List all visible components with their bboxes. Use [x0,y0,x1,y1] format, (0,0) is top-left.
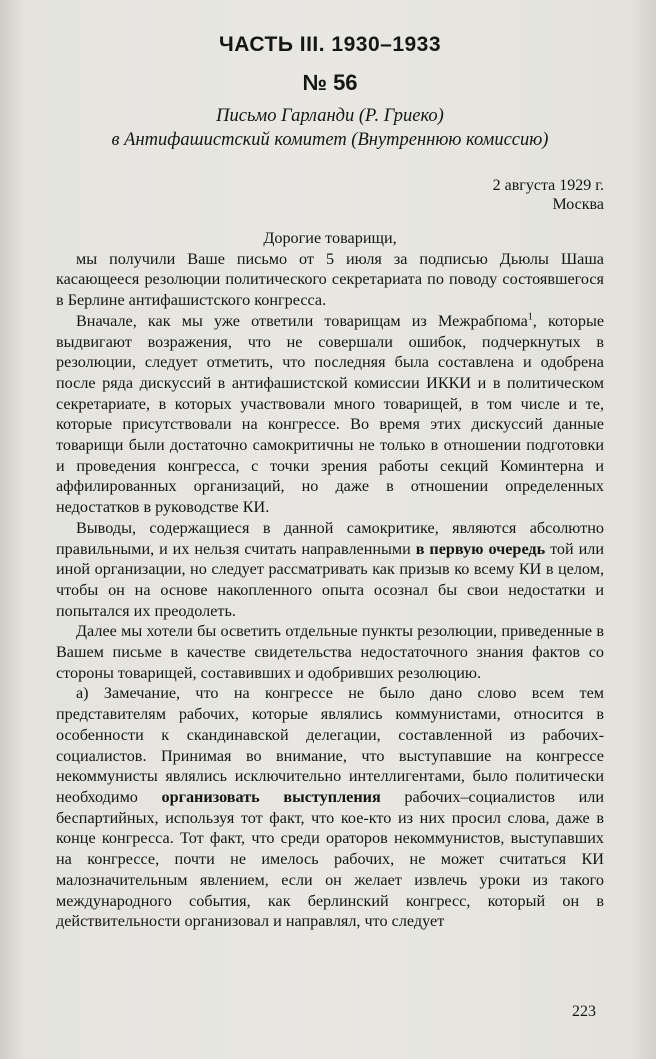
paragraph-1: мы получили Ваше письмо от 5 июля за подписью Дьюлы Шаша касающееся резолюции политического секретариата по поводу состоявшегося в Берлине антифашистского конгресса. [56,249,604,310]
paragraph-3-part-b: той или иной организации, но следует рассматривать как призыв ко всему КИ в целом, чтобы он на основе накопленного опыта осознал бы свои недостатки и попытался их преодолеть. [56,539,604,620]
paragraph-5-part-a: а) Замечание, что на конгрессе не было дано слово всем тем представителям рабочих, которые являлись коммунистами, относится в особенности к скандинавской делегации, составленной из рабочих-социалистов. Принимая во внимание, что выступавшие на конгрессе некоммунисты являлись исключительно интеллигентами, было политически необходимо [56,684,604,806]
paragraph-4: Далее мы хотели бы осветить отдельные пункты резолюции, приведенные в Вашем письме в качестве свидетельства недостаточного знания фактов со стороны товарищей, составивших и одобривших резолюцию. [56,622,604,682]
paragraph-3 [56,518,604,622]
paragraph-3-emphasis: в первую очередь [415,539,546,558]
paragraph-5-emphasis: организовать выступления [161,787,381,806]
paragraph-2-part-b: , которые выдвигают возражения, что не совершали ошибок, подчеркнутых в резолюции, следует отметить, что последняя была составлена и одобрена после ряда дискуссий в антифашистской комиссии ИККИ и в политическом секретариате, в которых участвовали много товарищей, в том числе и те, которые присутствовали на конгрессе. Во время этих дискуссий данные товарищи были достаточно самокритичны не только в отношении подготовки и проведения конгресса, с точки зрения работы секций Коминтерна и аффилированных организаций, но даже в отношении определенных недостатков в руководстве КИ. [56,311,605,517]
footnote-marker: 1 [527,311,533,323]
document-title-line-2: в Антифашистский комитет (Внутреннюю комиссию) [111,130,549,150]
paragraph-2 [56,311,604,518]
dateline [56,176,604,214]
letter-date: 2 августа 1929 г. [492,177,604,194]
paragraph-2-part-a: Вначале, как мы уже ответили товарищам из Межрабпома [76,311,528,330]
part-title: ЧАСТЬ III. 1930–1933 [218,33,442,56]
paragraph-5 [56,683,604,931]
page-number: 223 [572,1003,596,1020]
paragraph-3-part-a: Выводы, содержащиеся в данной самокритике, являются абсолютно правильными, и их нельзя считать направленными [56,518,604,558]
salutation: Дорогие товарищи, [263,229,397,247]
letter-body [56,228,604,932]
document-title-line-1: Письмо Гарланди (Р. Гриеко) [216,106,444,126]
letter-place: Москва [552,196,604,213]
paragraph-5-part-b: рабочих–социалистов или беспартийных, используя тот факт, что кое-кто из них просил слова, даже в конце конгресса. Тот факт, что среди ораторов некоммунистов, выступавших на конгрессе, почти не имелось рабочих, не может считаться КИ малозначительным явлением, если он желает извлечь уроки из такого международного события, как берлинский конгресс, который он в действительности организовал и направлял, что следует [56,787,604,931]
document-title [56,104,604,152]
document-number: № 56 [302,70,358,95]
